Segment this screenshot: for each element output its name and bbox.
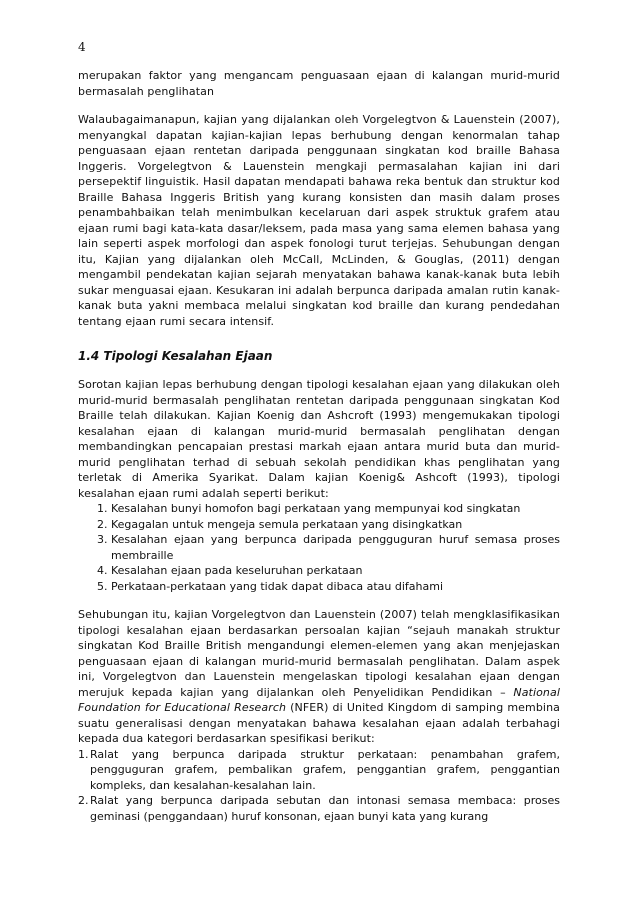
paragraph-nfer-start: Sehubungan itu, kajian Vorgelegtvon dan Lauenstein (2007) telah mengklasifikasikan tipologi kesalahan ejaan berdasarkan persoalan kajian “sejauh manakah struktur singkatan Kod Braille British mengandungi elemen-elemen yang akan menjejaskan penguasaan ejaan di kalangan murid-murid bermasalah penglihatan. Dalam aspek ini, Vorgelegtvon dan Lauenstein mengelaskan tipologi kesalahan ejaan dengan merujuk kepada kajian yang dijalankan oleh Penyelidikan Pendidikan –	[78, 608, 560, 699]
list-item	[78, 793, 560, 824]
list-item-text: Perkataan-perkataan yang tidak dapat dibaca atau difahami	[111, 579, 443, 593]
typology-list-nfer	[78, 747, 560, 825]
list-item	[78, 517, 560, 533]
list-item-number: 2.	[78, 794, 89, 807]
list-item-number: 1.	[78, 747, 89, 761]
list-item-text: Ralat yang berpunca daripada struktur perkataan: penambahan grafem, pengguguran grafem, pembalikan grafem, penggantian grafem, penggantian kompleks, dan kesalahan-kesalahan lain.	[90, 747, 560, 792]
list-item-number: 2.	[97, 517, 108, 531]
paragraph-intro: merupakan faktor yang mengancam penguasaan ejaan di kalangan murid-murid bermasalah penglihatan	[78, 69, 560, 98]
typology-list-koenig	[78, 501, 560, 594]
list-item	[78, 501, 560, 517]
section-heading: 1.4 Tipologi Kesalahan Ejaan	[78, 349, 273, 363]
nfer-organisation-name: National Foundation for Educational Research	[78, 685, 560, 714]
page-number: 4	[78, 40, 86, 54]
list-item-text: Kegagalan untuk mengeja semula perkataan yang disingkatkan	[111, 517, 463, 531]
paragraph-vorgelegtvon: Walaubagaimanapun, kajian yang dijalankan oleh Vorgelegtvon & Lauenstein (2007), menyangkal dapatan kajian-kajian lepas berhubung dengan kenormalan tahap penguasaan ejaan rentetan daripada penggunaan singkatan kod braille Bahasa Inggeris. Vorgelegtvon & Lauenstein mengkaji permasalahan kajian ini dari persepektif linguistik. Hasil dapatan mendapati bahawa reka bentuk dan struktur kod Braille Bahasa Inggeris British yang kurang konsisten dan masih dalam proses penambahbaikan telah menimbulkan kecelaruan dari aspek struktuk grafem atau ejaan rumi bagi kata-kata dasar/leksem, pada masa yang sama elemen bahasa yang lain seperti aspek morfologi dan aspek fonologi turut terjejas. Sehubungan dengan itu, Kajian yang dijalankan oleh McCall, McLinden, & Gouglas, (2011) dengan mengambil pendekatan kajian sejarah menyatakan bahawa kanak-kanak buta lebih sukar menguasai ejaan. Kesukaran ini adalah berpunca daripada amalan rutin kanak-kanak buta yakni membaca melalui singkatan kod braille dan kurang pendedahan tentang ejaan rumi secara intensif.	[78, 113, 560, 328]
list-item	[78, 747, 560, 794]
list-item	[78, 532, 560, 563]
list-item-number: 1.	[97, 502, 108, 515]
paragraph-nfer-end: (NFER) di United Kingdom di samping membina suatu generalisasi dengan menyatakan bahawa kesalahan ejaan adalah terbahagi kepada dua kategori berdasarkan spesifikasi berikut:	[78, 701, 560, 745]
list-item-number: 5.	[97, 579, 108, 593]
list-item-text: Ralat yang berpunca daripada sebutan dan intonasi semasa membaca: proses geminasi (penggandaan) huruf konsonan, ejaan bunyi kata yang kurang	[90, 794, 560, 823]
paragraph-koenig: Sorotan kajian lepas berhubung dengan tipologi kesalahan ejaan yang dilakukan oleh murid-murid bermasalah penglihatan rentetan daripada penggunaan singkatan Kod Braille telah dilakukan. Kajian Koenig dan Ashcroft (1993) mengemukakan tipologi kesalahan ejaan di kalangan murid-murid bermasalah penglihatan dengan membandingkan pencapaian prestasi markah ejaan antara murid buta dan murid-murid penglihatan terhad di sebuah sekolah pendidikan khas penglihatan yang terletak di Amerika Syarikat. Dalam kajian Koenig& Ashcoft (1993), tipologi kesalahan ejaan rumi adalah seperti berikut:	[78, 378, 560, 500]
paragraph-nfer	[78, 607, 560, 747]
list-item-number: 3.	[97, 533, 108, 546]
list-item-number: 4.	[97, 564, 108, 577]
list-item-text: Kesalahan ejaan yang berpunca daripada pengguguran huruf semasa proses membraille	[111, 533, 560, 562]
list-item-text: Kesalahan bunyi homofon bagi perkataan yang mempunyai kod singkatan	[111, 502, 521, 515]
list-item	[78, 563, 560, 579]
list-item	[78, 579, 560, 595]
list-item-text: Kesalahan ejaan pada keseluruhan perkataan	[111, 564, 363, 577]
document-page	[78, 40, 560, 824]
